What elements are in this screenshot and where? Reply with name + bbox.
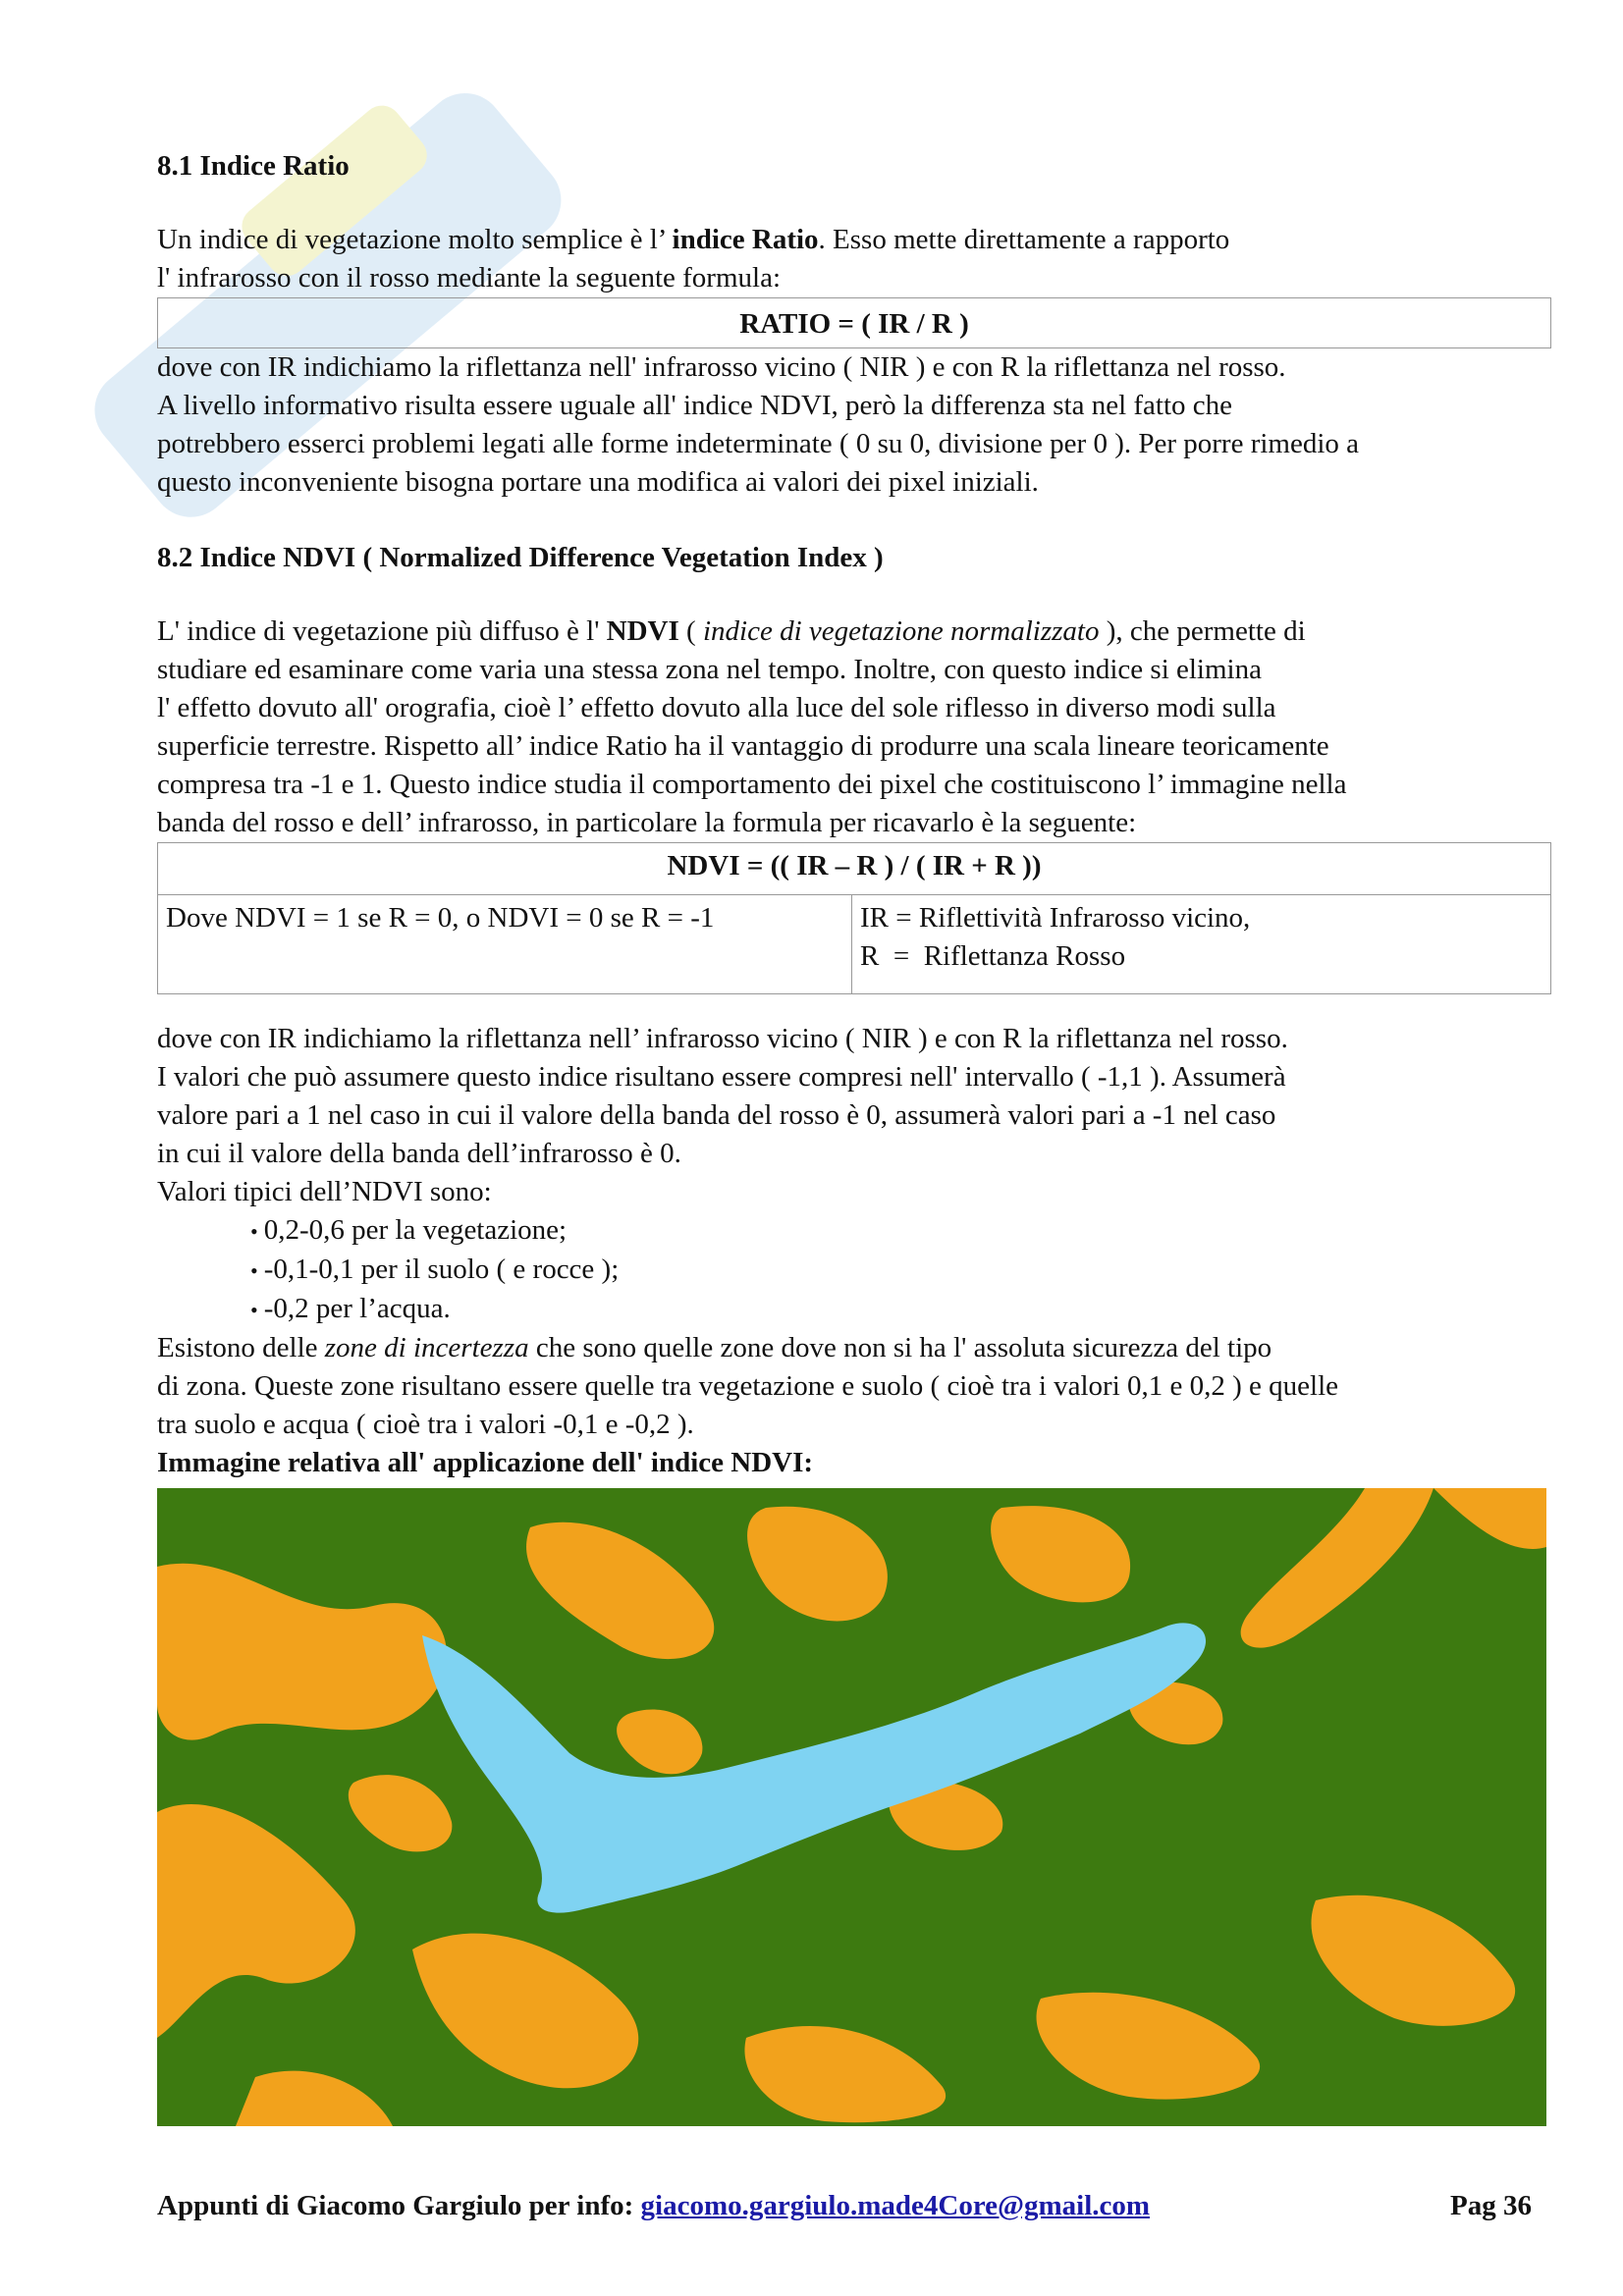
ratio-intro: Un indice di vegetazione molto semplice è l’ indice Ratio. Esso mette direttamente a rapporto [157,224,1230,255]
footer-email-link[interactable]: giacomo.gargiulo.made4Core@gmail.com [640,2190,1151,2221]
ndvi-line: banda del rosso e dell’ infrarosso, in particolare la formula per ricavarlo è la seguente: [157,807,1137,838]
footer-author: Appunti di Giacomo Gargiulo per info: [157,2190,641,2221]
ndvi-map-image [157,1488,1546,2126]
uncertainty-line: tra suolo e acqua ( cioè tra i valori -0,1 e -0,2 ). [157,1409,694,1440]
ndvi-after-line: in cui il valore della banda dell’infrarosso è 0. [157,1138,681,1169]
ndvi-condition-cell: Dove NDVI = 1 se R = 0, o NDVI = 0 se R = -1 [158,895,852,994]
ratio-line: potrebbero esserci problemi legati alle forme indeterminate ( 0 su 0, divisione per 0 ). Per porre rimedio a [157,428,1360,459]
ratio-formula-box: RATIO = ( IR / R ) [157,297,1551,348]
page-content [157,147,1551,2126]
ndvi-line: l' effetto dovuto all' orografia, cioè l’ effetto dovuto alla luce del sole riflesso in diverso modi sulla [157,692,1276,723]
ndvi-after-line: dove con IR indichiamo la riflettanza nell’ infrarosso vicino ( NIR ) e con R la riflettanza nel rosso. [157,1023,1288,1054]
section-heading-ratio: 8.1 Indice Ratio [157,150,350,182]
ndvi-formula: NDVI = (( IR – R ) / ( IR + R )) [158,843,1551,895]
ratio-line: questo inconveniente bisogna portare una modifica ai valori dei pixel iniziali. [157,466,1039,498]
ndvi-line: studiare ed esaminare come varia una stessa zona nel tempo. Inoltre, con questo indice si elimina [157,654,1262,685]
uncertainty-intro: Esistono delle zone di incertezza che sono quelle zone dove non si ha l' assoluta sicurezza del tipo [157,1332,1272,1363]
image-caption: Immagine relativa all' applicazione dell' indice NDVI: [157,1447,814,1478]
page-footer [157,2187,1532,2225]
ndvi-after-line: I valori che può assumere questo indice risultano essere compresi nell' intervallo ( -1,1 ). Assumerà [157,1061,1286,1093]
ndvi-legend-cell: IR = Riflettività Infrarosso vicino, R = Riflettanza Rosso [852,895,1551,994]
ratio-line: A livello informativo risulta essere uguale all' indice NDVI, però la differenza sta nel fatto che [157,390,1233,421]
ndvi-after-line: valore pari a 1 nel caso in cui il valore della banda del rosso è 0, assumerà valori pari a -1 nel caso [157,1099,1276,1131]
typical-values-list [157,1211,1551,1329]
ratio-intro-line2: l' infrarosso con il rosso mediante la seguente formula: [157,262,781,294]
ndvi-intro: L' indice di vegetazione più diffuso è l' NDVI ( indice di vegetazione normalizzato ), che permette di [157,615,1306,647]
uncertainty-line: di zona. Queste zone risultano essere quelle tra vegetazione e suolo ( cioè tra i valori 0,1 e 0,2 ) e quelle [157,1370,1339,1402]
list-item: • -0,2 per l’acqua. [250,1290,1551,1329]
ratio-line: dove con IR indichiamo la riflettanza nell' infrarosso vicino ( NIR ) e con R la riflettanza nel rosso. [157,351,1286,383]
page-number: Pag 36 [1450,2190,1532,2221]
list-item: • -0,1-0,1 per il suolo ( e rocce ); [250,1251,1551,1290]
ndvi-formula-table [157,842,1551,994]
ndvi-line: superficie terrestre. Rispetto all’ indice Ratio ha il vantaggio di produrre una scala lineare teoricamente [157,730,1329,762]
section-heading-ndvi: 8.2 Indice NDVI ( Normalized Difference Vegetation Index ) [157,542,884,573]
list-item: • 0,2-0,6 per la vegetazione; [250,1211,1551,1251]
ndvi-after-line: Valori tipici dell’NDVI sono: [157,1176,492,1207]
ndvi-line: compresa tra -1 e 1. Questo indice studia il comportamento dei pixel che costituiscono l’ immagine nella [157,769,1347,800]
